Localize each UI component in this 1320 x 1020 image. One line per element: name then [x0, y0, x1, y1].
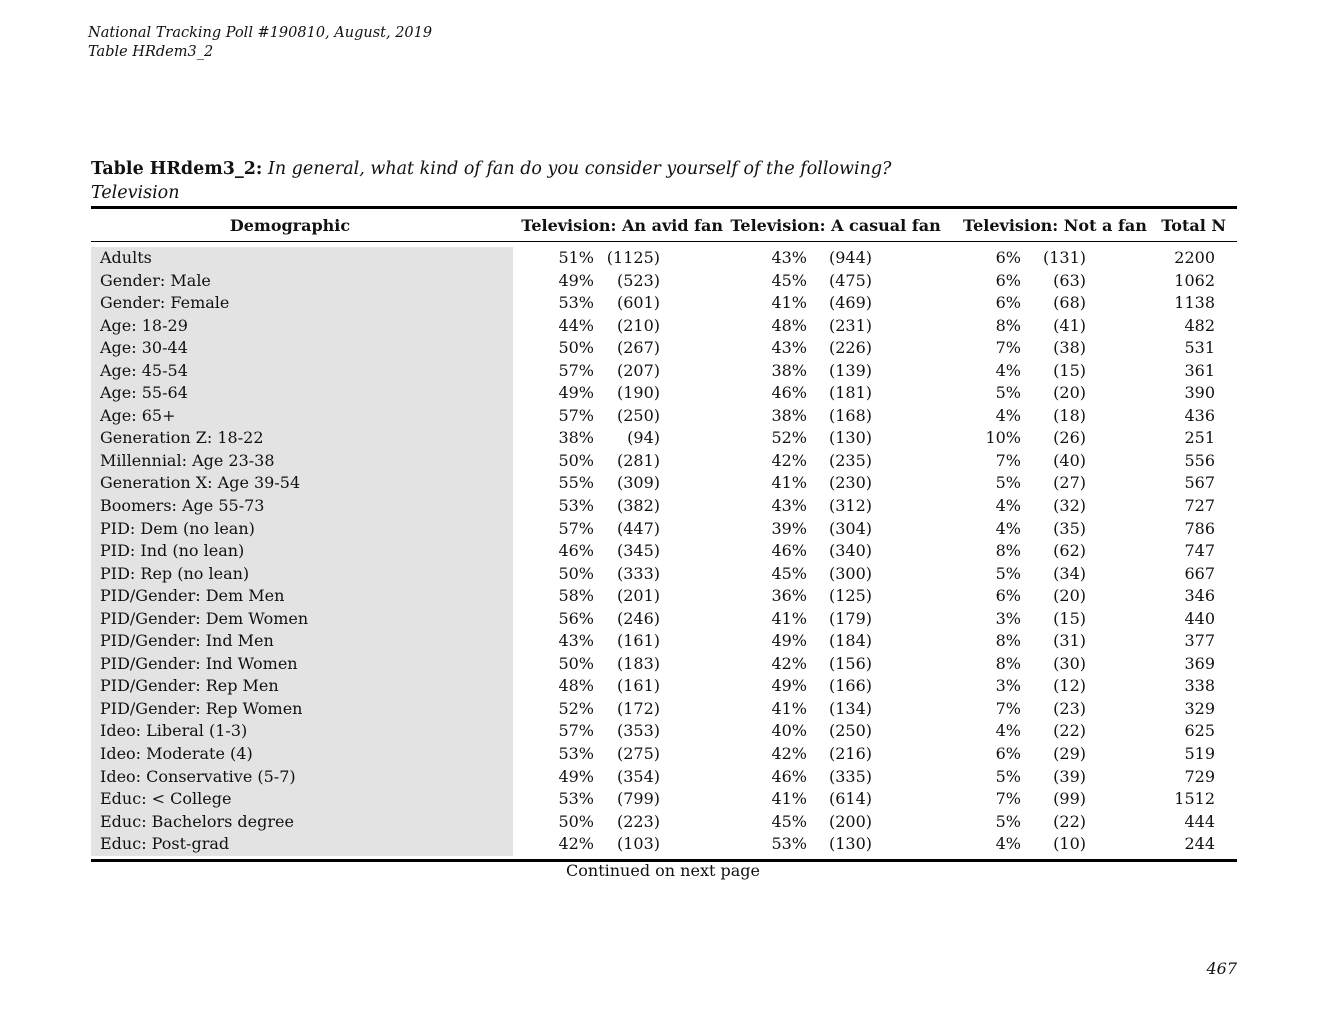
total-n: 1138 [1174, 293, 1215, 313]
not-a-fan-count: (22) [1053, 721, 1086, 741]
casual-fan-percent: 38% [771, 405, 807, 425]
row-label: PID: Rep (no lean) [100, 563, 250, 583]
avid-fan-count: (1125) [606, 248, 660, 267]
column-header-row [91, 209, 1237, 241]
crosstab-table [91, 206, 1237, 862]
casual-fan-count: (614) [828, 789, 872, 809]
not-a-fan-percent: 7% [995, 698, 1021, 718]
row-label: PID/Gender: Rep Men [100, 676, 279, 696]
not-a-fan-count: (68) [1053, 293, 1086, 313]
not-a-fan-count: (34) [1053, 563, 1086, 583]
not-a-fan-count: (63) [1053, 270, 1086, 290]
not-a-fan-count: (10) [1053, 834, 1086, 854]
total-n: 567 [1184, 473, 1215, 493]
table-row [91, 720, 1237, 743]
row-label: Age: 65+ [100, 405, 176, 425]
avid-fan-count: (246) [616, 608, 660, 628]
not-a-fan-percent: 8% [995, 541, 1021, 561]
not-a-fan-percent: 8% [995, 315, 1021, 335]
not-a-fan-percent: 4% [995, 518, 1021, 538]
not-a-fan-percent: 6% [995, 270, 1021, 290]
column-header-not-a-fan: Television: Not a fan [963, 215, 1147, 235]
table-row [91, 337, 1237, 360]
continued-note: Continued on next page [566, 861, 760, 880]
not-a-fan-count: (15) [1053, 360, 1086, 380]
not-a-fan-percent: 5% [995, 766, 1021, 786]
avid-fan-percent: 53% [558, 744, 594, 764]
avid-fan-percent: 48% [558, 676, 594, 696]
total-n: 377 [1184, 631, 1215, 651]
table-row [91, 788, 1237, 811]
total-n: 667 [1184, 563, 1215, 583]
casual-fan-count: (340) [828, 541, 872, 561]
avid-fan-percent: 57% [558, 721, 594, 741]
table-question: In general, what kind of fan do you consider yourself of the following? [267, 159, 892, 179]
not-a-fan-count: (31) [1053, 631, 1086, 651]
row-label: Boomers: Age 55-73 [100, 496, 265, 516]
column-header-casual-fan: Television: A casual fan [730, 215, 941, 235]
total-n: 329 [1184, 698, 1215, 718]
avid-fan-percent: 46% [558, 541, 594, 561]
avid-fan-count: (161) [616, 631, 660, 651]
row-label: Educ: < College [100, 789, 232, 809]
casual-fan-count: (335) [828, 766, 872, 786]
casual-fan-percent: 46% [771, 541, 807, 561]
avid-fan-count: (447) [616, 518, 660, 538]
avid-fan-count: (601) [616, 293, 660, 313]
total-n: 338 [1184, 676, 1215, 696]
not-a-fan-percent: 7% [995, 450, 1021, 470]
column-header-demographic: Demographic [229, 215, 351, 235]
total-n: 556 [1184, 450, 1215, 470]
total-n: 244 [1184, 834, 1215, 854]
table-title [91, 157, 1237, 181]
not-a-fan-percent: 6% [995, 293, 1021, 313]
column-header-avid-fan: Television: An avid fan [521, 215, 723, 235]
avid-fan-percent: 55% [558, 473, 594, 493]
table-row [91, 766, 1237, 789]
not-a-fan-count: (22) [1053, 811, 1086, 831]
row-label: PID/Gender: Ind Men [100, 631, 274, 651]
table-row [91, 743, 1237, 766]
casual-fan-percent: 53% [771, 834, 807, 854]
avid-fan-count: (94) [627, 428, 660, 448]
total-n: 440 [1184, 608, 1215, 628]
row-label: PID: Ind (no lean) [100, 541, 245, 561]
not-a-fan-percent: 5% [995, 473, 1021, 493]
not-a-fan-percent: 5% [995, 811, 1021, 831]
casual-fan-count: (134) [828, 698, 872, 718]
avid-fan-count: (275) [616, 744, 660, 764]
casual-fan-percent: 41% [771, 473, 807, 493]
avid-fan-percent: 43% [558, 631, 594, 651]
table-row [91, 472, 1237, 495]
total-n: 786 [1184, 518, 1215, 538]
table-row [91, 608, 1237, 631]
avid-fan-count: (183) [616, 653, 660, 673]
table-row [91, 833, 1237, 856]
table-row [91, 585, 1237, 608]
avid-fan-percent: 50% [558, 653, 594, 673]
not-a-fan-percent: 7% [995, 789, 1021, 809]
row-label: Generation Z: 18-22 [100, 428, 264, 448]
not-a-fan-count: (39) [1053, 766, 1086, 786]
not-a-fan-count: (18) [1053, 405, 1086, 425]
not-a-fan-count: (41) [1053, 315, 1086, 335]
casual-fan-percent: 41% [771, 608, 807, 628]
casual-fan-count: (475) [828, 270, 872, 290]
not-a-fan-percent: 8% [995, 631, 1021, 651]
casual-fan-percent: 42% [771, 653, 807, 673]
not-a-fan-count: (99) [1053, 789, 1086, 809]
avid-fan-percent: 49% [558, 270, 594, 290]
avid-fan-percent: 50% [558, 450, 594, 470]
avid-fan-count: (382) [616, 496, 660, 516]
header-table-id: Table HRdem3_2 [88, 44, 214, 60]
casual-fan-count: (125) [828, 586, 872, 606]
not-a-fan-count: (30) [1053, 653, 1086, 673]
avid-fan-percent: 56% [558, 608, 594, 628]
row-label: Gender: Female [100, 293, 230, 313]
not-a-fan-percent: 8% [995, 653, 1021, 673]
not-a-fan-percent: 4% [995, 834, 1021, 854]
total-n: 747 [1184, 541, 1215, 561]
not-a-fan-percent: 4% [995, 405, 1021, 425]
row-label: Educ: Post-grad [100, 834, 230, 854]
not-a-fan-percent: 5% [995, 383, 1021, 403]
table-row [91, 450, 1237, 473]
casual-fan-count: (184) [828, 631, 872, 651]
not-a-fan-percent: 4% [995, 721, 1021, 741]
casual-fan-count: (250) [828, 721, 872, 741]
casual-fan-percent: 45% [771, 270, 807, 290]
not-a-fan-percent: 3% [995, 676, 1021, 696]
avid-fan-percent: 53% [558, 789, 594, 809]
not-a-fan-percent: 3% [995, 608, 1021, 628]
casual-fan-percent: 43% [771, 496, 807, 516]
casual-fan-count: (179) [828, 608, 872, 628]
avid-fan-percent: 42% [558, 834, 594, 854]
not-a-fan-percent: 6% [995, 586, 1021, 606]
not-a-fan-count: (38) [1053, 338, 1086, 358]
avid-fan-count: (207) [616, 360, 660, 380]
page-number: 467 [1206, 959, 1237, 978]
total-n: 346 [1184, 586, 1215, 606]
row-label: PID/Gender: Rep Women [100, 698, 303, 718]
casual-fan-count: (166) [828, 676, 872, 696]
casual-fan-percent: 41% [771, 698, 807, 718]
casual-fan-percent: 43% [771, 248, 807, 267]
casual-fan-count: (312) [828, 496, 872, 516]
not-a-fan-count: (35) [1053, 518, 1086, 538]
avid-fan-percent: 58% [558, 586, 594, 606]
avid-fan-count: (210) [616, 315, 660, 335]
casual-fan-percent: 46% [771, 383, 807, 403]
casual-fan-count: (216) [828, 744, 872, 764]
casual-fan-count: (130) [828, 834, 872, 854]
row-label: Age: 55-64 [100, 383, 188, 403]
casual-fan-percent: 36% [771, 586, 807, 606]
avid-fan-count: (161) [616, 676, 660, 696]
casual-fan-count: (139) [828, 360, 872, 380]
casual-fan-count: (231) [828, 315, 872, 335]
avid-fan-count: (223) [616, 811, 660, 831]
not-a-fan-count: (12) [1053, 676, 1086, 696]
avid-fan-percent: 50% [558, 563, 594, 583]
header-poll-name: National Tracking Poll #190810, August, 2019 [88, 25, 433, 41]
not-a-fan-count: (20) [1053, 383, 1086, 403]
avid-fan-percent: 53% [558, 496, 594, 516]
row-label: PID/Gender: Dem Women [100, 608, 309, 628]
casual-fan-count: (168) [828, 405, 872, 425]
avid-fan-count: (250) [616, 405, 660, 425]
total-n: 1512 [1174, 789, 1215, 809]
row-label: Age: 18-29 [100, 315, 188, 335]
row-label: Age: 45-54 [100, 360, 188, 380]
casual-fan-count: (230) [828, 473, 872, 493]
table-row [91, 292, 1237, 315]
table-row [91, 518, 1237, 541]
total-n: 390 [1184, 383, 1215, 403]
casual-fan-percent: 52% [771, 428, 807, 448]
not-a-fan-count: (27) [1053, 473, 1086, 493]
table-row [91, 360, 1237, 383]
casual-fan-percent: 48% [771, 315, 807, 335]
table-title-block [91, 157, 1237, 205]
total-n: 727 [1184, 496, 1215, 516]
casual-fan-percent: 43% [771, 338, 807, 358]
not-a-fan-count: (20) [1053, 586, 1086, 606]
avid-fan-count: (353) [616, 721, 660, 741]
casual-fan-count: (944) [828, 248, 872, 267]
casual-fan-percent: 39% [771, 518, 807, 538]
not-a-fan-count: (23) [1053, 698, 1086, 718]
not-a-fan-percent: 4% [995, 360, 1021, 380]
casual-fan-percent: 42% [771, 450, 807, 470]
row-label: PID: Dem (no lean) [100, 518, 255, 538]
avid-fan-percent: 52% [558, 698, 594, 718]
avid-fan-percent: 51% [558, 248, 594, 267]
not-a-fan-count: (26) [1053, 428, 1086, 448]
avid-fan-percent: 50% [558, 811, 594, 831]
table-row [91, 270, 1237, 293]
casual-fan-percent: 41% [771, 293, 807, 313]
avid-fan-percent: 57% [558, 360, 594, 380]
not-a-fan-percent: 7% [995, 338, 1021, 358]
row-label: Educ: Bachelors degree [100, 811, 294, 831]
table-row [91, 698, 1237, 721]
avid-fan-count: (281) [616, 450, 660, 470]
row-label: Adults [100, 248, 152, 267]
casual-fan-percent: 38% [771, 360, 807, 380]
row-label: Ideo: Conservative (5-7) [100, 766, 296, 786]
avid-fan-percent: 49% [558, 766, 594, 786]
casual-fan-percent: 45% [771, 563, 807, 583]
avid-fan-count: (799) [616, 789, 660, 809]
table-row [91, 630, 1237, 653]
not-a-fan-count: (131) [1042, 248, 1086, 267]
total-n: 519 [1184, 744, 1215, 764]
avid-fan-count: (345) [616, 541, 660, 561]
casual-fan-percent: 46% [771, 766, 807, 786]
table-row [91, 427, 1237, 450]
avid-fan-percent: 50% [558, 338, 594, 358]
not-a-fan-count: (62) [1053, 541, 1086, 561]
row-label: Age: 30-44 [100, 338, 188, 358]
table-title-label: Table HRdem3_2: [91, 159, 263, 179]
casual-fan-count: (130) [828, 428, 872, 448]
casual-fan-count: (469) [828, 293, 872, 313]
casual-fan-count: (235) [828, 450, 872, 470]
casual-fan-percent: 49% [771, 676, 807, 696]
table-row [91, 653, 1237, 676]
not-a-fan-count: (15) [1053, 608, 1086, 628]
total-n: 482 [1184, 315, 1215, 335]
casual-fan-percent: 45% [771, 811, 807, 831]
avid-fan-percent: 49% [558, 383, 594, 403]
not-a-fan-percent: 5% [995, 563, 1021, 583]
avid-fan-count: (354) [616, 766, 660, 786]
page-header [88, 24, 432, 62]
casual-fan-count: (300) [828, 563, 872, 583]
casual-fan-count: (226) [828, 338, 872, 358]
total-n: 251 [1184, 428, 1215, 448]
table-row [91, 540, 1237, 563]
row-label: Ideo: Liberal (1-3) [100, 721, 248, 741]
row-label: Gender: Male [100, 270, 211, 290]
total-n: 361 [1184, 360, 1215, 380]
total-n: 729 [1184, 766, 1215, 786]
avid-fan-percent: 44% [558, 315, 594, 335]
table-row [91, 563, 1237, 586]
not-a-fan-percent: 6% [995, 248, 1021, 267]
table-row [91, 315, 1237, 338]
avid-fan-count: (190) [616, 383, 660, 403]
not-a-fan-count: (32) [1053, 496, 1086, 516]
casual-fan-count: (156) [828, 653, 872, 673]
total-n: 2200 [1174, 248, 1215, 267]
avid-fan-count: (267) [616, 338, 660, 358]
table-row [91, 247, 1237, 270]
total-n: 1062 [1174, 270, 1215, 290]
avid-fan-count: (333) [616, 563, 660, 583]
row-label: PID/Gender: Dem Men [100, 586, 285, 606]
total-n: 436 [1184, 405, 1215, 425]
table-row [91, 811, 1237, 834]
casual-fan-count: (181) [828, 383, 872, 403]
not-a-fan-count: (40) [1053, 450, 1086, 470]
total-n: 369 [1184, 653, 1215, 673]
table-body [91, 242, 1237, 859]
avid-fan-percent: 57% [558, 518, 594, 538]
avid-fan-count: (172) [616, 698, 660, 718]
not-a-fan-percent: 10% [985, 428, 1021, 448]
avid-fan-count: (309) [616, 473, 660, 493]
table-subtitle: Television [91, 183, 180, 203]
casual-fan-count: (304) [828, 518, 872, 538]
casual-fan-percent: 42% [771, 744, 807, 764]
row-label: Generation X: Age 39-54 [100, 473, 301, 493]
row-label: PID/Gender: Ind Women [100, 653, 298, 673]
column-header-total-n: Total N [1161, 215, 1226, 235]
avid-fan-percent: 38% [558, 428, 594, 448]
avid-fan-count: (523) [616, 270, 660, 290]
table-row [91, 675, 1237, 698]
total-n: 444 [1184, 811, 1215, 831]
row-label: Ideo: Moderate (4) [100, 744, 253, 764]
avid-fan-count: (103) [616, 834, 660, 854]
casual-fan-percent: 49% [771, 631, 807, 651]
casual-fan-percent: 41% [771, 789, 807, 809]
not-a-fan-count: (29) [1053, 744, 1086, 764]
table-row [91, 382, 1237, 405]
table-row [91, 495, 1237, 518]
not-a-fan-percent: 6% [995, 744, 1021, 764]
casual-fan-count: (200) [828, 811, 872, 831]
row-label: Millennial: Age 23-38 [100, 450, 275, 470]
avid-fan-count: (201) [616, 586, 660, 606]
casual-fan-percent: 40% [771, 721, 807, 741]
total-n: 531 [1184, 338, 1215, 358]
total-n: 625 [1184, 721, 1215, 741]
not-a-fan-percent: 4% [995, 496, 1021, 516]
avid-fan-percent: 53% [558, 293, 594, 313]
avid-fan-percent: 57% [558, 405, 594, 425]
table-row [91, 405, 1237, 428]
